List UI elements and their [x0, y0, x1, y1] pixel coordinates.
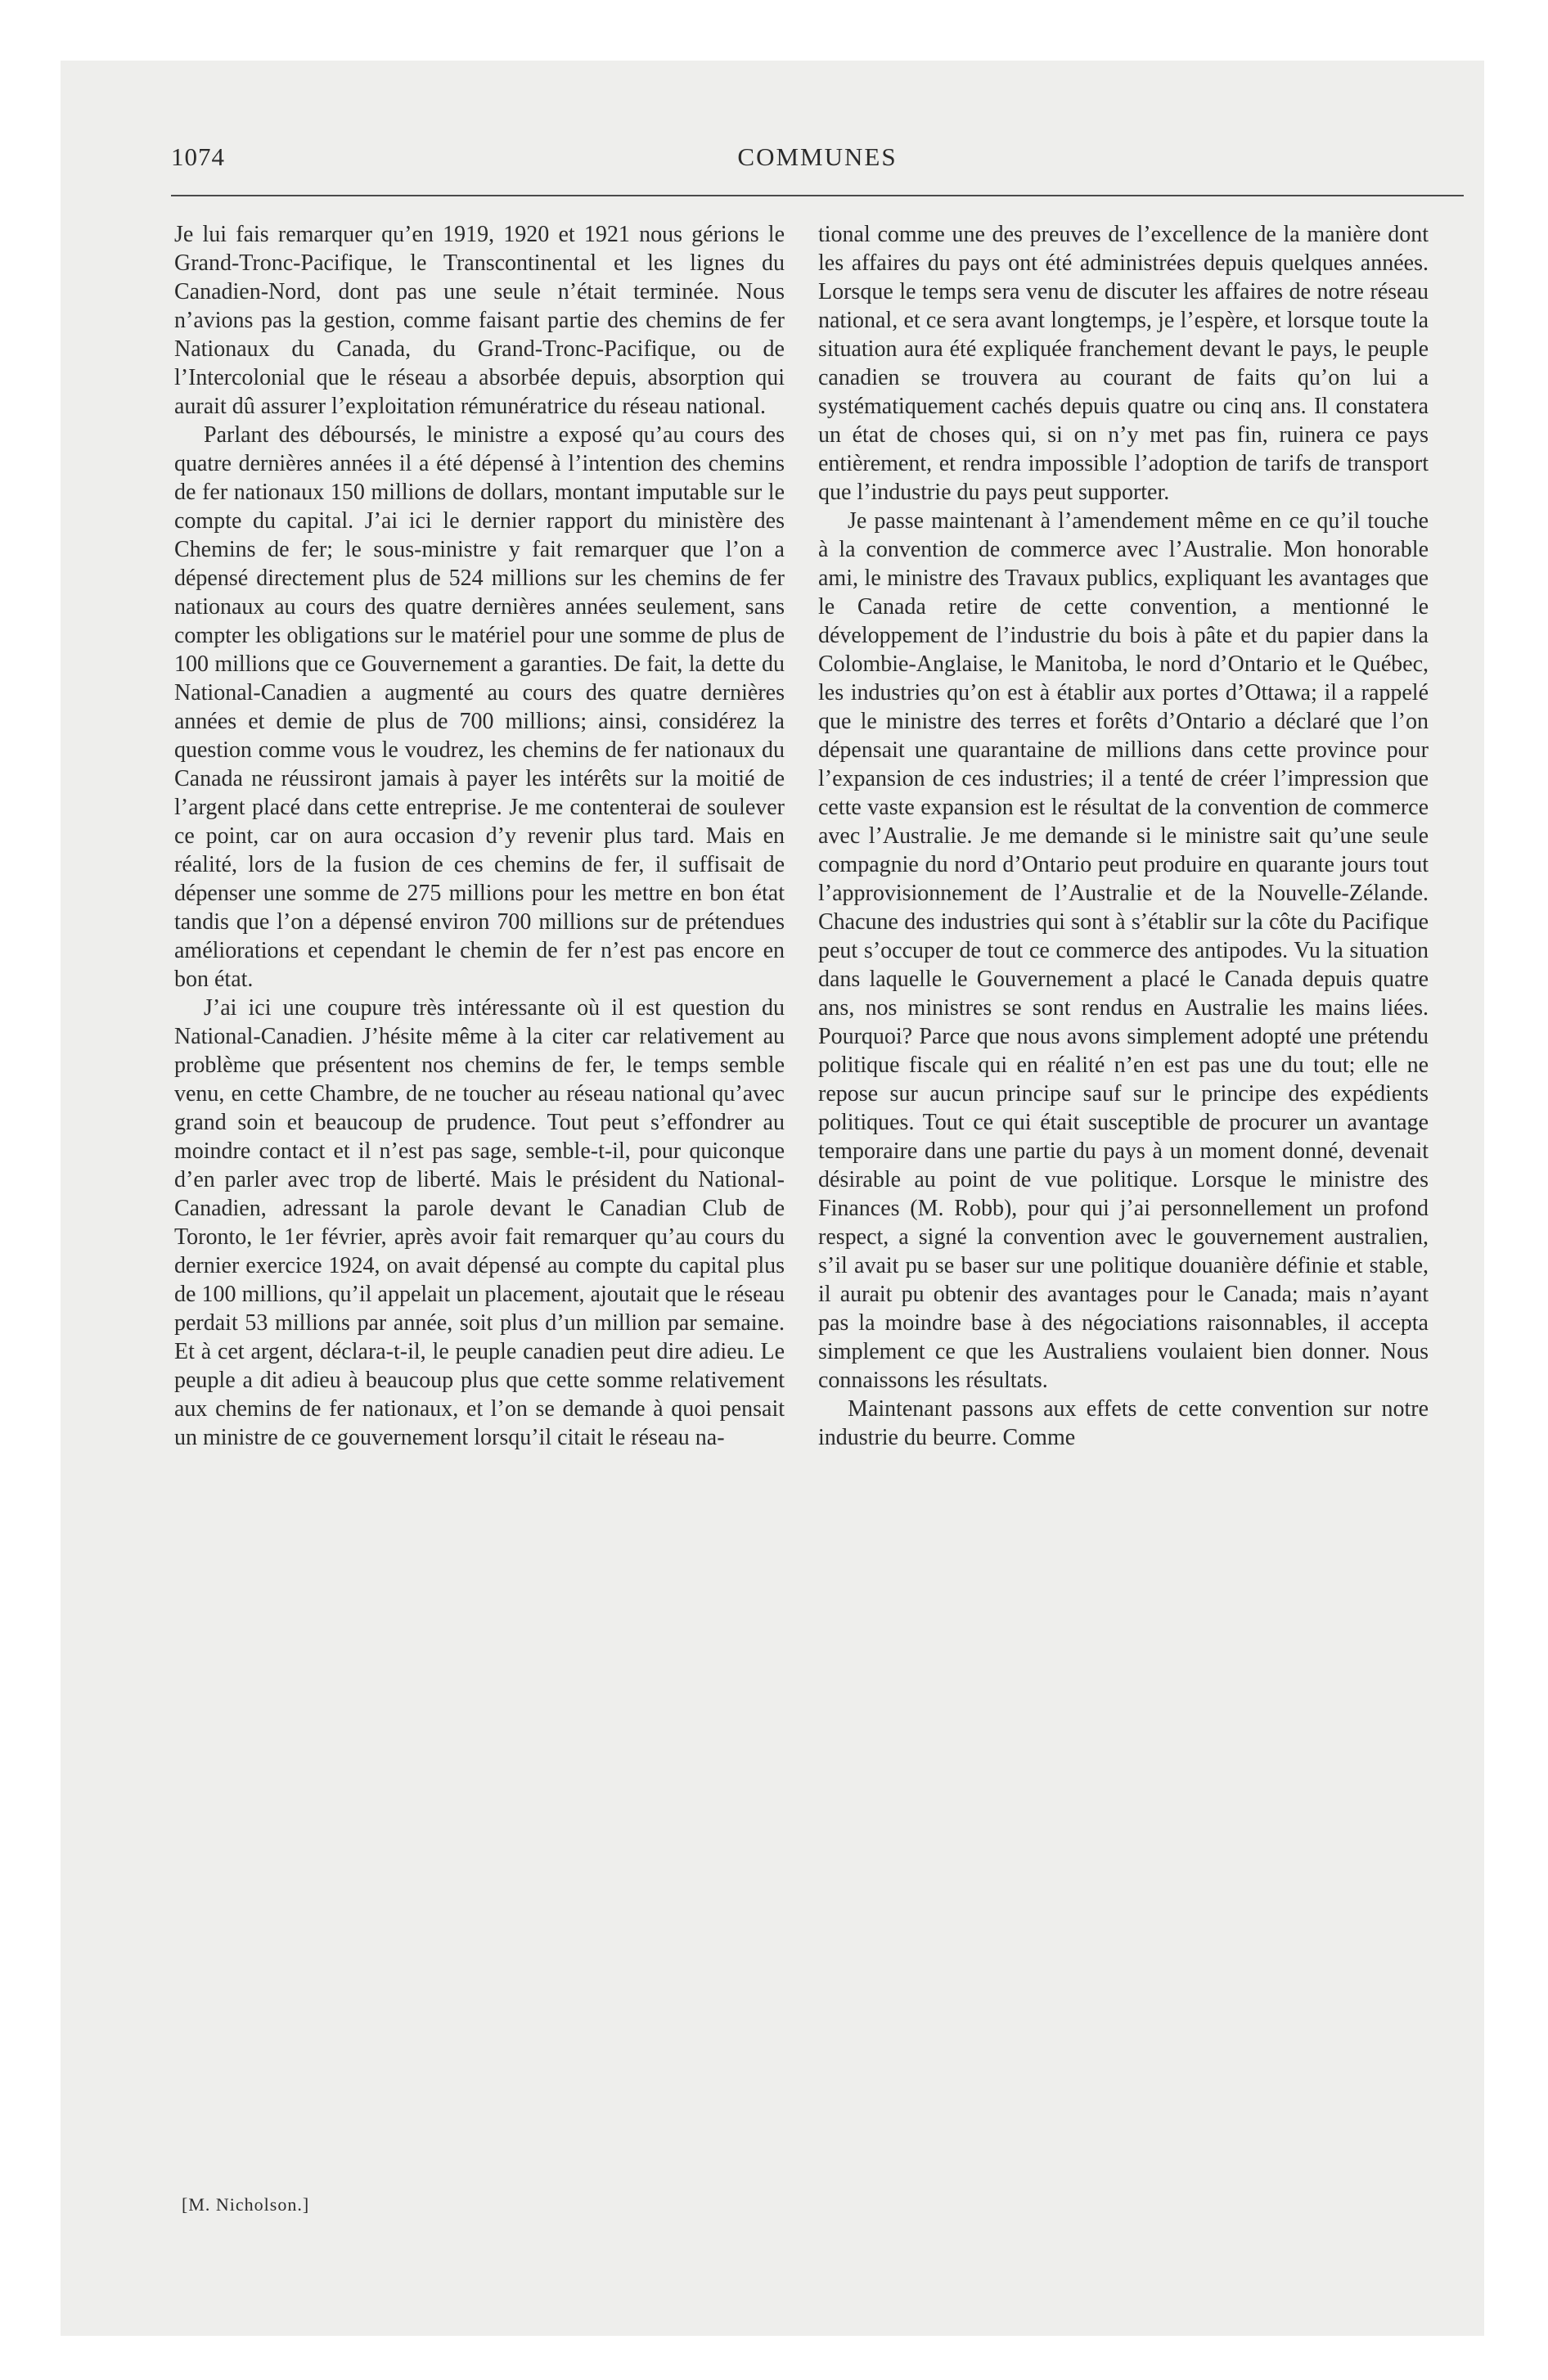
page-header: [171, 134, 1464, 183]
header-rule: [171, 195, 1464, 196]
paragraph: tional comme une des preuves de l’excellence de la manière dont les affaires du pays ont été administrées depuis quelques années. Lorsque le temps sera venu de discuter les affaires de notre réseau national, et ce sera avant longtemps, je l’espère, et lorsque toute la situation aura été expliquée franchement devant le pays, le peuple canadien se trouvera au courant de faits qu’on lui a systématiquement cachés depuis quatre ou cinq ans. Il constatera un état de choses qui, si on n’y met pas fin, ruinera ce pays entièrement, et rendra impossible l’adoption de tarifs de transport que l’industrie du pays peut supporter.: [818, 222, 1429, 505]
speaker-note: [M. Nicholson.]: [182, 2194, 310, 2215]
paragraph: Parlant des déboursés, le ministre a exposé qu’au cours des quatre dernières années il a été dépensé à l’intention des chemins de fer nationaux 150 millions de dollars, montant imputable sur le compte du capital. J’ai ici le dernier rapport du ministère des Chemins de fer; le sous-ministre y fait remarquer que l’on a dépensé directement plus de 524 millions sur les chemins de fer nationaux au cours des quatre dernières années seulement, sans compter les obligations sur le matériel pour une somme de plus de 100 millions que ce Gouvernement a garanties. De fait, la dette du National-Canadien a augmenté au cours des quatre dernières années et demie de plus de 700 millions; ainsi, considérez la question comme vous le voudrez, les chemins de fer nationaux du Canada ne réussiront jamais à payer les intérêts sur la moitié de l’argent placé dans cette entreprise. Je me contenterai de soulever ce point, car on aura occasion d’y revenir plus tard. Mais en réalité, lors de la fusion de ces chemins de fer, il suffisait de dépenser une somme de 275 millions pour les mettre en bon état tandis que l’on a dépensé environ 700 millions sur de prétendues améliorations et cependant le chemin de fer n’est pas encore en bon état.: [174, 422, 785, 992]
paragraph: J’ai ici une coupure très intéressante où il est question du National-Canadien. J’hésite même à la citer car relativement au problème que présentent nos chemins de fer, le temps semble venu, en cette Chambre, de ne toucher au réseau national qu’avec grand soin et beaucoup de prudence. Tout peut s’effondrer au moindre contact et il n’est pas sage, semble-t-il, pour quiconque d’en parler avec trop de liberté. Mais le président du National-Canadien, adressant la parole devant le Canadian Club de Toronto, le 1er février, après avoir fait remarquer qu’au cours du dernier exercice 1924, on avait dépensé au compte du capital plus de 100 millions, qu’il appelait un placement, ajoutait que le réseau perdait 53 millions par année, soit plus d’un million par semaine. Et à cet argent, déclara-t-il, le peuple canadien peut dire adieu. Le peuple a dit adieu à beaucoup plus que cette somme relativement aux chemins de fer nationaux, et l’on se demande à quoi pensait un ministre de ce gouvernement lorsqu’il citait le réseau na-: [174, 995, 785, 1450]
right-column: [818, 220, 1429, 2152]
running-title: COMMUNES: [737, 142, 898, 171]
paragraph: Maintenant passons aux effets de cette convention sur notre industrie du beurre. Comme: [818, 1396, 1429, 1450]
page-number: 1074: [171, 142, 225, 171]
paragraph: Je lui fais remarquer qu’en 1919, 1920 et 1921 nous gérions le Grand-Tronc-Pacifique, le Transcontinental et les lignes du Canadien-Nord, dont pas une seule n’était terminée. Nous n’avions pas la gestion, comme faisant partie des chemins de fer Nationaux du Canada, du Grand-Tronc-Pacifique, ou de l’Intercolonial que le réseau a absorbée depuis, absorption qui aurait dû assurer l’exploitation rémunératrice du réseau national.: [174, 222, 785, 419]
paragraph: Je passe maintenant à l’amendement même en ce qu’il touche à la convention de commerce avec l’Australie. Mon honorable ami, le ministre des Travaux publics, expliquant les avantages que le Canada retire de cette convention, a mentionné le développement de l’industrie du bois à pâte et du papier dans la Colombie-Anglaise, le Manitoba, le nord d’Ontario et le Québec, les industries qu’on est à établir aux portes d’Ottawa; il a rappelé que le ministre des terres et forêts d’Ontario a déclaré que l’on dépensait une quarantaine de millions dans cette province pour l’expansion de ces industries; il a tenté de créer l’impression que cette vaste expansion est le résultat de la convention de commerce avec l’Australie. Je me demande si le ministre sait qu’une seule compagnie du nord d’Ontario peut produire en quarante jours tout l’approvisionnement de l’Australie et de la Nouvelle-Zélande. Chacune des industries qui sont à s’établir sur la côte du Pacifique peut s’occuper de tout ce commerce des antipodes. Vu la situation dans laquelle le Gouvernement a placé le Canada depuis quatre ans, nos ministres se sont rendus en Australie les mains liées. Pourquoi? Parce que nous avons simplement adopté une prétendu politique fiscale qui en réalité n’en est pas une du tout; elle ne repose sur aucun principe sauf sur le principe des expédients politiques. Tout ce qui était susceptible de procurer un avantage temporaire dans une partie du pays à un moment donné, devenait désirable au point de vue politique. Lorsque le ministre des Finances (M. Robb), pour qui j’ai personnellement un profond respect, a signé la convention avec le gouvernement australien, s’il avait pu se baser sur une politique douanière définie et stable, il aurait pu obtenir des avantages pour le Canada; mais n’ayant pas la moindre base à des négociations raisonnables, il accepta simplement ce que les Australiens voulaient bien donner. Nous connaissons les résultats.: [818, 508, 1429, 1393]
scanned-page: [61, 61, 1484, 2336]
left-column: [174, 220, 785, 2152]
